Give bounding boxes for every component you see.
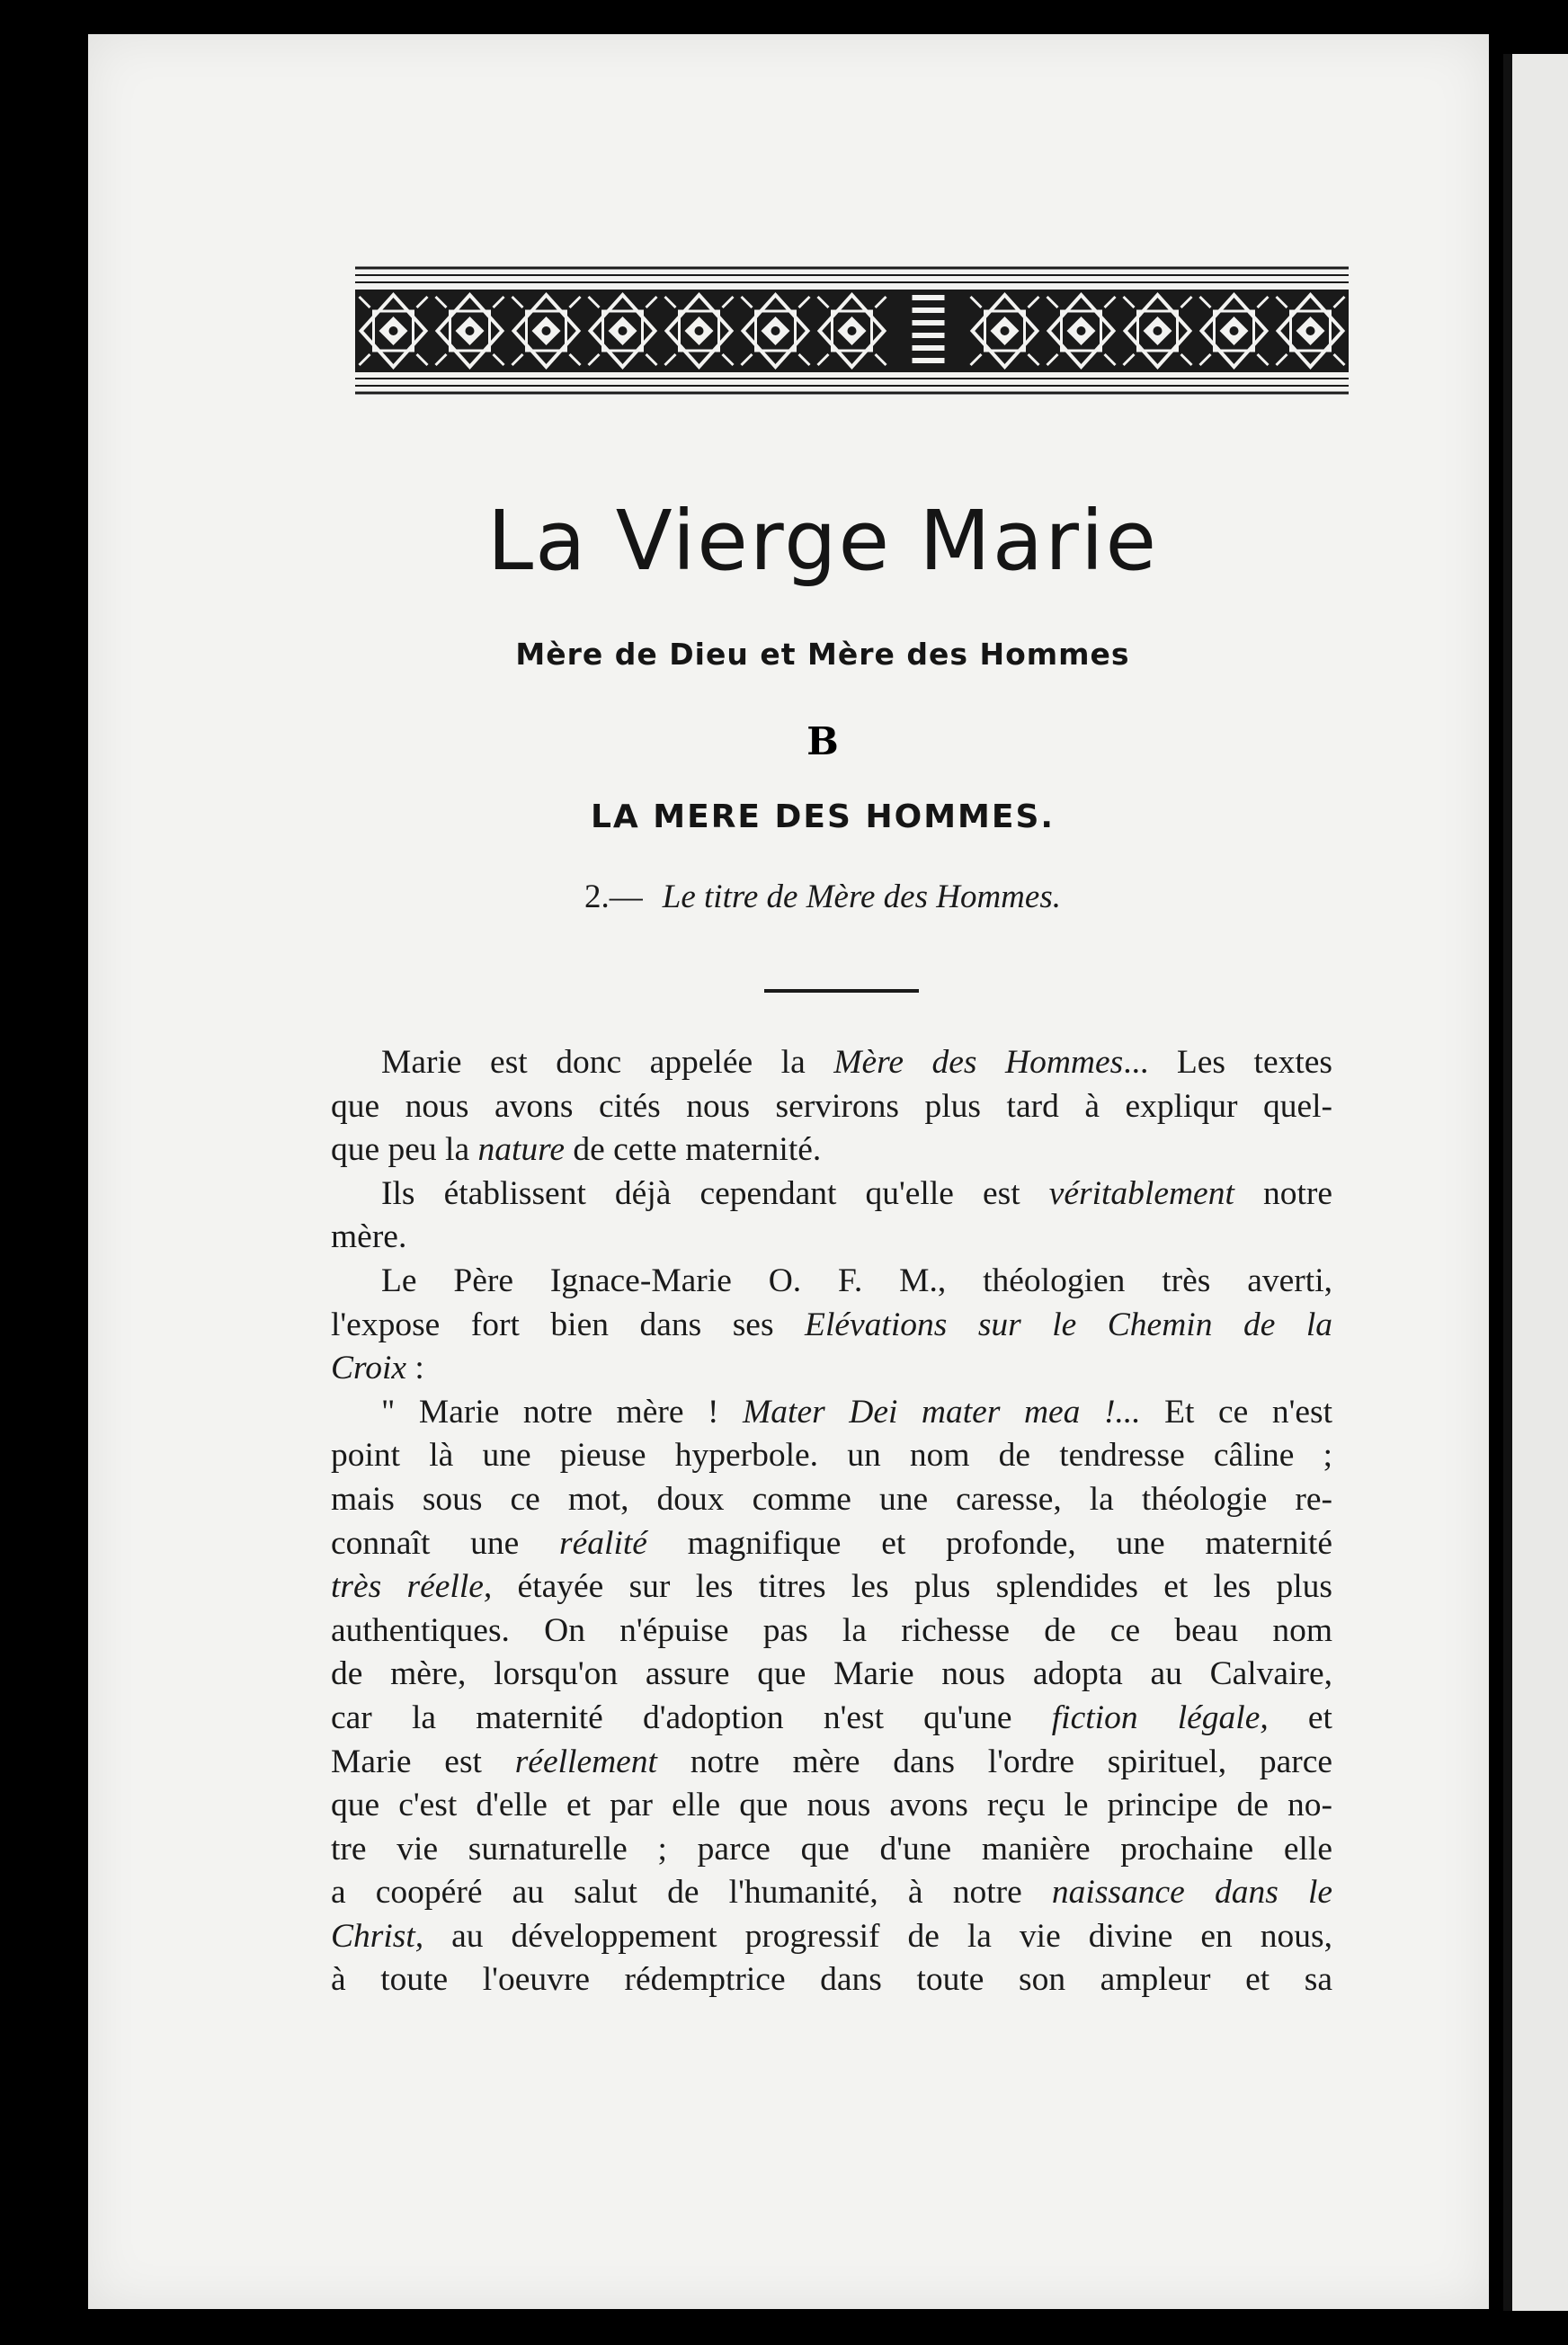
text-line: point là une pieuse hyperbole. un nom de tendresse câline ;	[331, 1437, 1332, 1475]
text-line: que c'est d'elle et par elle que nous avons reçu le principe de no-	[331, 1787, 1332, 1824]
text-line: tre vie surnaturelle ; parce que d'une manière prochaine elle	[331, 1830, 1332, 1868]
text-line: Marie est donc appelée la Mère des Hommes... Les textes	[381, 1044, 1332, 1081]
text-line: Marie est réellement notre mère dans l'ordre spirituel, parce	[331, 1743, 1332, 1780]
section-letter: B	[806, 719, 839, 763]
text-line: Ils établissent déjà cependant qu'elle est véritablement notre	[381, 1174, 1332, 1212]
text-line: à toute l'oeuvre rédemptrice dans toute son ampleur et sa	[331, 1961, 1332, 1999]
section-heading: LA MERE DES HOMMES.	[590, 798, 1056, 835]
text-line: mère.	[331, 1218, 407, 1256]
adjacent-page-edge	[1503, 54, 1568, 2311]
body-text	[331, 1041, 1332, 2002]
text-line: que nous avons cités nous servirons plus tard à expliqur quel-	[331, 1087, 1332, 1125]
page-title: La Vierge Marie	[486, 493, 1159, 589]
subsection-heading	[324, 878, 1322, 916]
subsection-title: Le titre de Mère des Hommes.	[662, 878, 1061, 915]
page-subtitle: Mère de Dieu et Mère des Hommes	[515, 637, 1130, 672]
text-line: connaît une réalité magnifique et profonde, une maternité	[331, 1524, 1332, 1562]
text-line: de mère, lorsqu'on assure que Marie nous adopta au Calvaire,	[331, 1655, 1332, 1693]
text-line: Croix :	[331, 1350, 424, 1387]
text-line: authentiques. On n'épuise pas la richesse de ce beau nom	[331, 1611, 1332, 1649]
text-line: très réelle, étayée sur les titres les plus splendides et les plus	[331, 1568, 1332, 1606]
geometric-border-ornament-icon	[355, 263, 1349, 402]
text-line: que peu la nature de cette maternité.	[331, 1131, 822, 1169]
text-line: l'expose fort bien dans ses Elévations sur le Chemin de la	[331, 1306, 1332, 1343]
text-line: " Marie notre mère ! Mater Dei mater mea !... Et ce n'est	[381, 1393, 1332, 1431]
section-divider	[764, 989, 919, 993]
text-line: mais sous ce mot, doux comme une caresse, la théologie re-	[331, 1480, 1332, 1518]
subsection-number: 2.—	[584, 878, 643, 915]
text-line: Le Père Ignace-Marie O. F. M., théologien très averti,	[381, 1262, 1332, 1299]
text-line: Christ, au développement progressif de la vie divine en nous,	[331, 1917, 1332, 1955]
text-line: car la maternité d'adoption n'est qu'une fiction légale, et	[331, 1699, 1332, 1736]
text-line: a coopéré au salut de l'humanité, à notre naissance dans le	[331, 1874, 1332, 1912]
